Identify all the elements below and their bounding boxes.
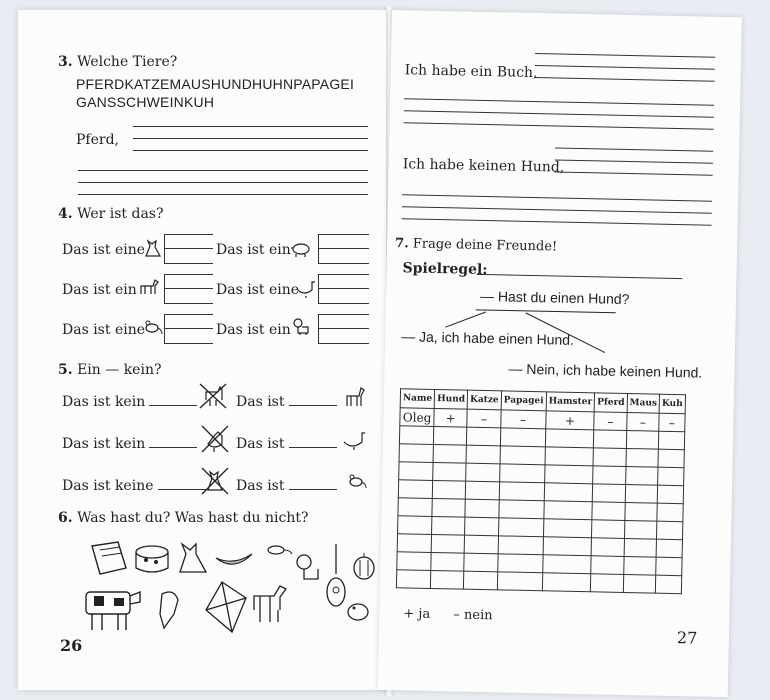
goose-icon bbox=[340, 428, 366, 450]
table-cell[interactable] bbox=[545, 429, 594, 448]
header-hund: Hund bbox=[434, 389, 467, 409]
letter-chain-line-1: PFERDKATZEMAUSHUNDHUHNPAPAGEI bbox=[76, 76, 355, 92]
header-name: Name bbox=[400, 389, 435, 409]
answer-box[interactable] bbox=[164, 274, 213, 304]
table-cell[interactable] bbox=[659, 431, 685, 450]
table-cell[interactable] bbox=[543, 519, 592, 538]
table-cell[interactable] bbox=[432, 498, 465, 517]
table-cell[interactable] bbox=[399, 462, 434, 481]
table-cell[interactable] bbox=[399, 426, 434, 445]
ex5-row3-right-text: Das ist bbox=[236, 478, 341, 494]
answer-line bbox=[404, 110, 714, 117]
table-cell[interactable] bbox=[434, 426, 467, 445]
table-cell[interactable] bbox=[592, 502, 625, 521]
kite-icon bbox=[206, 582, 246, 632]
table-cell[interactable] bbox=[593, 466, 626, 485]
ex5-row2-right-text: Das ist bbox=[236, 436, 341, 452]
survey-table bbox=[396, 388, 686, 594]
table-cell[interactable] bbox=[592, 520, 625, 539]
answer-line bbox=[402, 194, 712, 201]
table-cell[interactable] bbox=[656, 557, 682, 576]
ex5-row2-left-text: Das ist kein bbox=[62, 436, 201, 452]
table-cell[interactable] bbox=[500, 428, 545, 447]
table-cell[interactable] bbox=[464, 571, 498, 590]
table-cell[interactable] bbox=[657, 485, 683, 504]
header-maus: Maus bbox=[627, 394, 660, 414]
question-text: — Hast du einen Hund? bbox=[479, 287, 630, 308]
answer-box[interactable] bbox=[164, 234, 213, 264]
cat-icon bbox=[180, 544, 206, 572]
crossed-dog-icon bbox=[198, 382, 228, 410]
answer-line bbox=[402, 218, 712, 225]
table-cell[interactable] bbox=[593, 448, 626, 467]
table-cell[interactable] bbox=[543, 555, 592, 574]
crossed-hen-icon bbox=[200, 424, 230, 454]
example-word: Pferd, bbox=[76, 132, 119, 148]
answer-line bbox=[133, 150, 368, 151]
table-cell[interactable] bbox=[466, 463, 500, 482]
ex4-row3-left-text: Das ist eine bbox=[62, 322, 146, 338]
right-page bbox=[378, 10, 742, 697]
table-cell[interactable] bbox=[623, 574, 656, 593]
table-cell[interactable] bbox=[625, 484, 658, 503]
table-cell[interactable] bbox=[431, 534, 464, 553]
rule-answer-line bbox=[476, 274, 682, 279]
table-cell: – bbox=[626, 413, 659, 432]
table-cell[interactable] bbox=[398, 498, 433, 517]
parrot-icon bbox=[160, 592, 178, 628]
table-cell[interactable] bbox=[431, 552, 464, 571]
table-cell[interactable] bbox=[544, 483, 593, 502]
table-cell[interactable] bbox=[498, 518, 543, 537]
table-cell[interactable] bbox=[543, 537, 592, 556]
legend-ja: + ja bbox=[403, 606, 431, 622]
answer-line bbox=[555, 147, 713, 151]
exercise-3-heading: 3. Welche Tiere? bbox=[58, 54, 178, 70]
exercise-5-heading: 5. Ein — kein? bbox=[58, 362, 162, 378]
ex4-row1-left-text: Das ist eine bbox=[62, 242, 146, 258]
mouse-icon bbox=[142, 316, 164, 336]
ex4-row2-left-text: Das ist ein bbox=[62, 282, 137, 298]
table-cell[interactable] bbox=[591, 538, 624, 557]
table-cell[interactable] bbox=[433, 462, 466, 481]
left-page bbox=[18, 10, 386, 690]
exercise-7-heading: 7. Frage deine Freunde! bbox=[394, 236, 558, 255]
table-cell[interactable] bbox=[398, 480, 433, 499]
dog-icon bbox=[297, 555, 318, 579]
table-cell[interactable] bbox=[591, 556, 624, 575]
table-cell[interactable] bbox=[464, 535, 498, 554]
table-cell[interactable] bbox=[623, 556, 656, 575]
header-hamster: Hamster bbox=[546, 392, 595, 412]
hamster-icon bbox=[348, 604, 368, 620]
page-number-right: 27 bbox=[676, 628, 698, 648]
horse-icon bbox=[254, 586, 286, 622]
table-cell[interactable] bbox=[498, 536, 543, 555]
table-cell[interactable] bbox=[591, 574, 624, 593]
pig-icon bbox=[290, 238, 312, 258]
table-cell: Oleg bbox=[400, 408, 435, 427]
table-cell[interactable] bbox=[657, 521, 683, 540]
table-cell[interactable] bbox=[593, 484, 626, 503]
sentence-book: Ich habe ein Buch, bbox=[404, 62, 538, 82]
mouse-icon bbox=[268, 546, 292, 554]
guitar-icon bbox=[327, 544, 345, 606]
table-cell[interactable] bbox=[432, 516, 465, 535]
dog-icon bbox=[290, 316, 312, 336]
answer-line bbox=[78, 194, 368, 195]
answer-line bbox=[555, 159, 713, 163]
ex5-row1-left-text: Das ist kein bbox=[62, 394, 201, 410]
table-cell[interactable] bbox=[497, 572, 542, 591]
table-cell[interactable] bbox=[465, 517, 499, 536]
horse-icon bbox=[344, 382, 366, 408]
table-cell[interactable] bbox=[658, 449, 684, 468]
legend-nein: – nein bbox=[453, 607, 493, 624]
answer-box[interactable] bbox=[318, 274, 369, 304]
table-cell[interactable] bbox=[466, 445, 500, 464]
page-number-left: 26 bbox=[60, 636, 83, 655]
answer-box[interactable] bbox=[318, 314, 369, 344]
table-cell[interactable] bbox=[658, 467, 684, 486]
cake-icon bbox=[136, 546, 168, 572]
table-cell[interactable] bbox=[656, 539, 682, 558]
letter-chain-line-2: GANSSCHWEINKUH bbox=[76, 94, 215, 110]
answer-line bbox=[78, 170, 368, 171]
table-cell[interactable] bbox=[467, 427, 501, 446]
table-cell[interactable] bbox=[499, 482, 544, 501]
header-pferd: Pferd bbox=[594, 393, 627, 413]
answer-line bbox=[535, 77, 715, 82]
answer-line bbox=[78, 182, 368, 183]
ex4-row1-right-text: Das ist ein bbox=[216, 242, 291, 258]
ex6-picture-grid bbox=[82, 538, 382, 634]
table-cell[interactable] bbox=[397, 534, 432, 553]
answer-line bbox=[404, 122, 714, 129]
table-cell: – bbox=[501, 410, 546, 429]
table-cell[interactable] bbox=[465, 499, 499, 518]
sentence-no-dog: Ich habe keinen Hund, bbox=[402, 156, 565, 176]
table-cell[interactable] bbox=[626, 448, 659, 467]
table-cell[interactable] bbox=[465, 481, 499, 500]
answer-box[interactable] bbox=[318, 234, 369, 264]
table-cell: – bbox=[594, 412, 627, 431]
table-cell[interactable] bbox=[657, 503, 683, 522]
table-cell[interactable] bbox=[594, 430, 627, 449]
table-cell[interactable] bbox=[625, 466, 658, 485]
answer-no-text: — Nein, ich habe keinen Hund. bbox=[508, 360, 703, 381]
answer-line bbox=[133, 126, 368, 127]
answer-line bbox=[555, 171, 713, 175]
table-cell[interactable] bbox=[545, 447, 594, 466]
exercise-4-heading: 4. Wer ist das? bbox=[58, 206, 164, 222]
table-cell: – bbox=[659, 413, 685, 432]
table-cell[interactable] bbox=[500, 446, 545, 465]
table-cell[interactable] bbox=[398, 516, 433, 535]
table-cell: – bbox=[467, 409, 501, 428]
header-kuh: Kuh bbox=[659, 394, 685, 414]
table-cell[interactable] bbox=[431, 570, 464, 589]
ex5-row1-right-text: Das ist bbox=[236, 394, 341, 410]
table-cell[interactable] bbox=[544, 501, 593, 520]
goose-icon bbox=[294, 278, 316, 298]
mouse-icon bbox=[346, 470, 368, 490]
table-cell[interactable] bbox=[464, 553, 498, 572]
pumpkin-icon bbox=[354, 553, 374, 579]
header-katze: Katze bbox=[467, 390, 501, 410]
answer-line bbox=[535, 53, 715, 58]
answer-yes-text: — Ja, ich habe einen Hund. bbox=[401, 328, 575, 348]
answer-line bbox=[402, 206, 712, 213]
table-cell[interactable] bbox=[656, 575, 682, 594]
game-rule-label: Spielregel: bbox=[402, 260, 488, 279]
table-cell[interactable] bbox=[396, 570, 431, 589]
table-cell[interactable] bbox=[624, 520, 657, 539]
table-cell: + bbox=[434, 408, 467, 427]
table-cell[interactable] bbox=[624, 538, 657, 557]
cow-icon bbox=[86, 592, 140, 630]
answer-box[interactable] bbox=[164, 314, 213, 344]
ex5-row3-left-text: Das ist keine bbox=[62, 478, 210, 494]
table-cell[interactable] bbox=[499, 500, 544, 519]
answer-line bbox=[133, 138, 368, 139]
table-cell[interactable] bbox=[399, 444, 434, 463]
exercise-6-heading: 6. Was hast du? Was hast du nicht? bbox=[58, 510, 309, 526]
table-cell[interactable] bbox=[433, 480, 466, 499]
ex4-row2-right-text: Das ist eine bbox=[216, 282, 300, 298]
table-cell: + bbox=[546, 411, 595, 430]
header-papagei: Papagei bbox=[501, 391, 546, 411]
table-cell[interactable] bbox=[500, 464, 545, 483]
horse-icon bbox=[138, 276, 160, 296]
table-cell[interactable] bbox=[498, 554, 543, 573]
table-cell[interactable] bbox=[626, 431, 659, 450]
book-icon bbox=[92, 542, 126, 574]
table-cell[interactable] bbox=[544, 465, 593, 484]
answer-line bbox=[535, 65, 715, 70]
crossed-cat-icon bbox=[200, 466, 230, 496]
banana-icon bbox=[216, 554, 252, 564]
table-cell[interactable] bbox=[542, 573, 591, 592]
table-cell[interactable] bbox=[397, 552, 432, 571]
cat-icon bbox=[142, 238, 164, 258]
ex4-row3-right-text: Das ist ein bbox=[216, 322, 291, 338]
table-cell[interactable] bbox=[625, 502, 658, 521]
table-cell[interactable] bbox=[433, 444, 466, 463]
answer-line bbox=[404, 98, 714, 105]
